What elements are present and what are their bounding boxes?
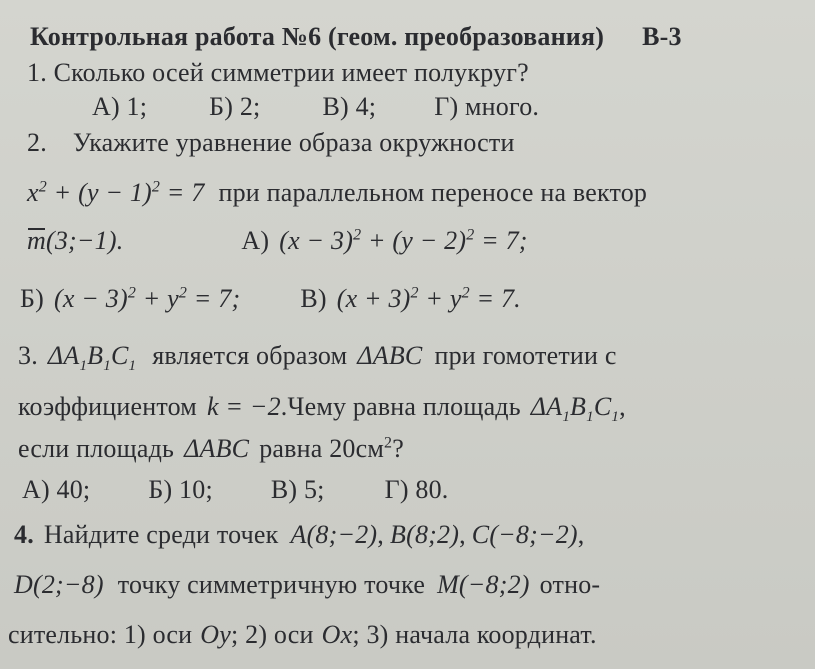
question-4-text-1: Найдите среди точек <box>43 520 279 549</box>
triangle-abc: ΔABC <box>357 341 423 370</box>
question-3 <box>18 341 617 375</box>
point-c: C(−8;−2) <box>471 520 578 549</box>
worksheet-title: Контрольная работа №6 (геом. преобразования) <box>30 22 605 51</box>
question-4: 4. Найдите среди точек A(8;−2), B(8;2), C(−8;−2), <box>14 520 585 549</box>
question-4-number: 4. <box>14 520 34 549</box>
question-3-text-2: при гомотетии с <box>434 341 617 370</box>
point-d: D(2;−8) <box>14 570 104 599</box>
question-3-answers <box>22 475 449 505</box>
answer-2b-label: Б) <box>20 284 44 313</box>
variant-label: В-3 <box>642 22 682 51</box>
axis-oy: Oy <box>200 620 232 649</box>
coefficient-k: k = −2 <box>206 392 281 421</box>
triangle-abc-2: ΔABC <box>184 434 250 463</box>
question-2-answers-line <box>20 284 521 314</box>
answer-3b: Б) 10; <box>148 475 213 504</box>
point-b: B(8;2) <box>390 520 460 549</box>
question-3-text-7: равна $20см^2$? <box>259 434 404 463</box>
question-4-text-2: точку симметричную точке <box>117 570 426 599</box>
question-2-number: 2. <box>27 128 47 157</box>
question-3-text-6: если площадь <box>18 434 175 463</box>
question-3-line-3 <box>18 434 404 464</box>
answer-1b: Б) 2; <box>209 92 261 121</box>
question-2-equation-line <box>27 178 647 208</box>
vector-m-coords: (3;−1). <box>45 226 124 255</box>
question-1-text: 1. Сколько осей симметрии имеет полукруг? <box>27 58 529 87</box>
answer-3c: В) 5; <box>270 475 325 504</box>
answer-2c-equation: $(x + 3)^2 + y^2 = 7$. <box>336 284 521 313</box>
question-2-vector-line <box>27 226 528 256</box>
question-3-number: 3. <box>18 341 38 370</box>
point-a: A(8;−2) <box>290 520 378 549</box>
answer-3a: А) 40; <box>22 475 91 504</box>
question-4-text-6: ; 3) начала координат. <box>352 620 597 649</box>
answer-3d: Г) 80. <box>384 475 449 504</box>
question-4-line-2 <box>14 570 600 600</box>
question-4-text-4: сительно: 1) оси <box>8 620 193 649</box>
question-2 <box>27 128 515 158</box>
question-3-text-4: .Чему равна площадь <box>280 392 521 421</box>
point-m: M(−8;2) <box>437 570 530 599</box>
triangle-a1b1c1-2: $\Delta A_1B_1C_1$ <box>530 392 620 426</box>
answer-2a-equation: $(x - 3)^2 + (y - 2)^2 = 7$; <box>279 226 528 255</box>
circle-equation: $x^2 + (y - 1)^2 = 7$ <box>27 178 205 207</box>
question-2-text-2: при параллельном переносе на вектор <box>218 178 648 207</box>
question-3-text-1: является образом <box>152 341 348 370</box>
answer-2b-equation: $(x - 3)^2 + y^2 = 7$; <box>54 284 241 313</box>
question-4-text-3: отно- <box>539 570 601 599</box>
question-1 <box>27 58 529 88</box>
question-2-text: Укажите уравнение образа окружности <box>72 128 515 157</box>
question-3-text-3: коэффициентом <box>18 392 197 421</box>
answer-1c: В) 4; <box>322 92 377 121</box>
answer-2c-label: В) <box>300 284 327 313</box>
answer-1d: Г) много. <box>434 92 540 121</box>
question-4-line-3 <box>8 620 597 650</box>
axis-ox: Ox <box>321 620 353 649</box>
question-4-text-5: ; 2) оси <box>231 620 314 649</box>
question-1-answers <box>92 92 539 122</box>
worksheet-header <box>30 22 682 52</box>
answer-1a: А) 1; <box>92 92 148 121</box>
vector-m: m <box>27 226 46 255</box>
question-3-line-2: коэффициентом k = −2.Чему равна площадь $\Delta A_1B_1C_1$, <box>18 392 626 426</box>
triangle-a1b1c1: $\Delta A_1B_1C_1$ <box>47 341 137 375</box>
answer-2a-label: А) <box>241 226 270 255</box>
